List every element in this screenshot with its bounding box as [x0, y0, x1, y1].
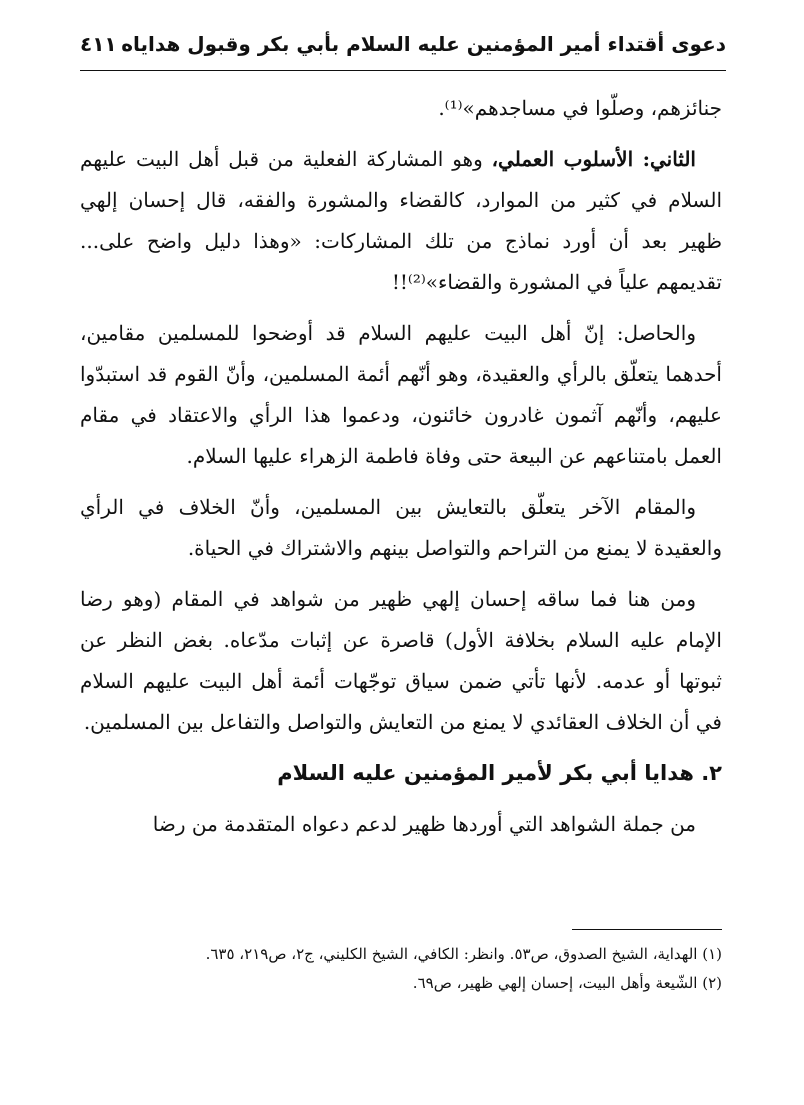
footnote-rule	[572, 929, 722, 930]
paragraph-2-lead: الثاني: الأسلوب العملي،	[491, 147, 696, 171]
paragraph-3: والحاصل: إنّ أهل البيت عليهم السلام قد أوضحوا للمسلمين مقامين، أحدهما يتعلّق بالرأي والعقيدة، وهو أنّهم أئمة المسلمين، وأنّ القوم قد استبدّوا عليهم، وأنّهم آثمون غادرون خائنون، ودعموا هذا الرأي والاعتقاد في مقام العمل بامتناعهم عن البيعة حتى وفاة فاطمة الزهراء عليها السلام.	[80, 321, 722, 468]
page-header	[80, 22, 726, 66]
footnote-1: (١) الهداية، الشيخ الصدوق، ص٥٣. وانظر: الكافي، الشيخ الكليني، ج٢، ص٢١٩، ٦٣٥.	[205, 945, 722, 963]
paragraph-2	[80, 139, 722, 303]
footnotes	[80, 940, 722, 998]
header-rule	[80, 70, 726, 71]
paragraph-1: جنائزهم، وصلّوا في مساجدهم»⁽¹⁾.	[438, 96, 722, 120]
paragraph-2-text: وهو المشاركة الفعلية من قبل أهل البيت عليهم السلام في كثير من الموارد، كالقضاء والمشورة والفقه، قال إحسان إلهي ظهير بعد أن أورد نماذج من تلك المشاركات: «وهذا دليل واضح على... تقديمهم علياً في المشورة والقضاء»⁽²⁾!!	[80, 147, 722, 294]
paragraph-5: ومن هنا فما ساقه إحسان إلهي ظهير من شواهد في المقام (وهو رضا الإمام عليه السلام بخلافة الأول) قاصرة عن إثبات مدّعاه. بغض النظر عن ثبوتها أو عدمه. لأنها تأتي ضمن سياق توجّهات أئمة أهل البيت عليهم السلام في أن الخلاف العقائدي لا يمنع من التعايش والتواصل والتفاعل بين المسلمين.	[80, 587, 722, 734]
section-heading: ٢. هدايا أبي بكر لأمير المؤمنين عليه السلام	[277, 761, 722, 785]
paragraph-4: والمقام الآخر يتعلّق بالتعايش بين المسلمين، وأنّ الخلاف في الرأي والعقيدة لا يمنع من التراحم والتواصل بينهم والاشتراك في الحياة.	[80, 495, 722, 560]
paragraph-6: من جملة الشواهد التي أوردها ظهير لدعم دعواه المتقدمة من رضا	[152, 812, 696, 836]
body-text	[80, 88, 722, 855]
page-number: ٤١١	[80, 32, 117, 56]
footnote-2: (٢) الشّيعة وأهل البيت، إحسان إلهي ظهير، ص٦٩.	[412, 974, 722, 992]
running-title: دعوى أقتداء أمير المؤمنين عليه السلام بأبي بكر وقبول هداياه	[121, 32, 726, 56]
